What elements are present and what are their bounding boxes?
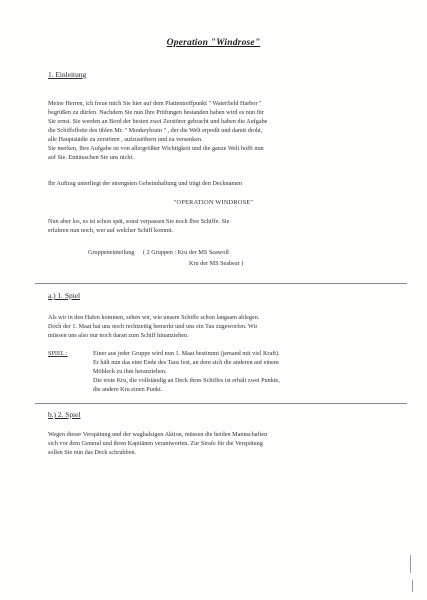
section-heading-game-2: b.) 2. Spiel	[48, 410, 81, 419]
game-label: SPIEL :	[48, 350, 68, 357]
groups-line: Kru der MS Seabear )	[189, 260, 244, 267]
text-line: Wegen dieser Verspätung und der waghalsigen Aktion, müssen die beiden Mannschaften	[48, 431, 268, 438]
section-heading-game-1: a.) 1. Spiel	[48, 291, 81, 300]
text-line: Sie ernst. Sie werden an Bord der besten zwei Zerstörer gebracht und haben die Aufgabe	[48, 118, 268, 125]
codename-text: "OPERATION WINDROSE"	[173, 199, 254, 206]
text-line: die andere Kru einen Punkt.	[93, 386, 163, 393]
text-line: sich vor dem General und ihren Kapitänen verantworten. Zur Strafe für die Verspätung	[48, 440, 263, 447]
scan-artifact	[412, 580, 413, 592]
text-line: Nun aber los, es ist schon spät, sonst verpassen Sie noch Ihre Schiffe. Sie	[48, 218, 230, 225]
section-heading-introduction: 1. Einleitung	[48, 70, 87, 79]
scan-artifact	[410, 555, 411, 573]
text-line: Die erste Kru, die vollständig an Deck ihres Schiffes ist erhält zwei Punkte,	[93, 377, 280, 384]
text-line: alle Hauptstädte zu zerstören , aufzustöbern und zu versenken.	[48, 136, 203, 143]
document-title: Operation "Windrose"	[166, 38, 261, 48]
text-line: Möbleck zu ihm heranziehen.	[93, 368, 167, 375]
text-line: begrüßen zu dürfen. Nachdem Sie nun Ihre Prüfungen bestanden haben wird es nun für	[48, 109, 264, 116]
assignment-text: Ihr Auftrag unterliegt der strengsten Geheimhaltung und trägt den Decknamen	[48, 180, 242, 187]
text-line: die Schiffsflotte des üblen Mr. " Monkeybrain " , der die Welt erpreßt und damit droht,	[48, 127, 263, 134]
text-line: erfahren nun noch, wer auf welcher Schiff kommt.	[48, 227, 174, 234]
text-line: Einer aus jeder Gruppe wird nun 1. Maat bestimmt (jemand mit viel Kraft).	[93, 350, 280, 357]
section-divider	[35, 403, 407, 404]
section-divider	[35, 283, 407, 284]
text-line: Als wir in den Hafen kommen, sehen wir, wie unsere Schiffe schon langsam ablegen.	[48, 314, 260, 321]
groups-line: ( 2 Gruppen : Kru der MS Seawolf	[143, 249, 230, 256]
text-line: müssen uns also nur noch daran zum Schiff hinanziehen.	[48, 332, 189, 339]
text-line: auf Sie. Enttäuschen Sie uns nicht.	[48, 154, 134, 161]
text-line: Doch der 1. Maat hat uns noch rechtzeitig bemerkt und uns ein Tau zugeworfen. Wir	[48, 323, 258, 330]
text-line: sollen Sie nun das Deck schrubben.	[48, 449, 136, 456]
text-line: Sie merken, Ihre Aufgabe ist von allergrößter Wichtigkeit und die ganze Welt hofft nun	[48, 145, 264, 152]
text-line: Meine Herren, ich freue mich Sie hier auf dem Plattentreffpunkt " Waterfield Harbor "	[48, 100, 262, 107]
text-line: Er hält nun das eine Ende des Taus fest, an dem sich die anderen auf einem	[93, 359, 279, 366]
groups-label: Gruppeneinteilung	[88, 249, 135, 256]
